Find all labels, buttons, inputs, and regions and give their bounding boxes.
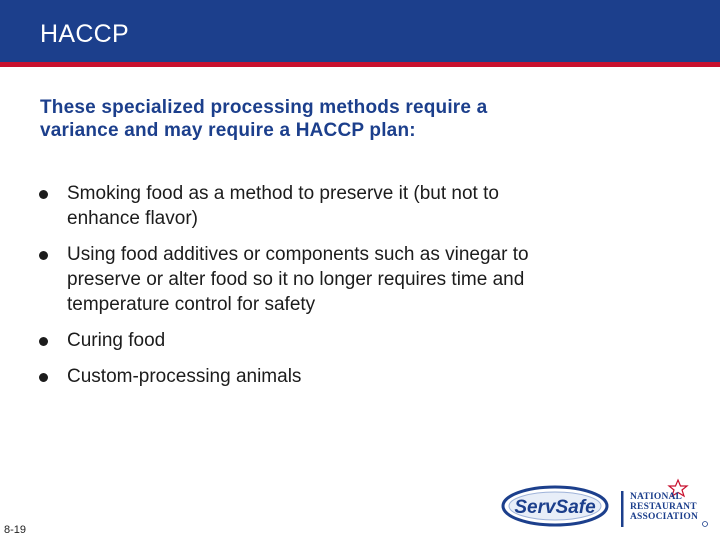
slide-number: 8-19 <box>4 524 27 536</box>
nra-logo <box>630 492 698 522</box>
bullet-dot-icon <box>39 337 48 346</box>
nra-line-1: NATIONAL <box>630 492 683 502</box>
bullet-item <box>36 181 556 231</box>
bullet-item <box>36 242 556 317</box>
bullet-dot-icon <box>39 251 48 260</box>
bullet-item <box>36 364 556 389</box>
bullet-dot-icon <box>39 190 48 199</box>
intro-text: These specialized processing methods require a variance and may require a HACCP plan: <box>40 97 488 141</box>
bullet-text: Smoking food as a method to preserve it (but not to enhance flavor) <box>67 183 499 229</box>
bullet-list <box>36 181 556 400</box>
bullet-item <box>36 328 556 353</box>
bullet-text: Curing food <box>67 330 166 351</box>
nra-line-2: RESTAURANT <box>630 502 697 512</box>
bullet-text: Custom-processing animals <box>67 366 302 387</box>
bullet-dot-icon <box>39 373 48 382</box>
header-white-stripe <box>0 67 720 69</box>
slide-title: HACCP <box>40 20 130 48</box>
bullet-text: Using food additives or components such as vinegar to preserve or alter food so it no longer requires time and temperature control for safety <box>67 244 529 315</box>
servsafe-logo-text: ServSafe <box>514 497 596 518</box>
nra-line-3: ASSOCIATION <box>630 512 699 522</box>
